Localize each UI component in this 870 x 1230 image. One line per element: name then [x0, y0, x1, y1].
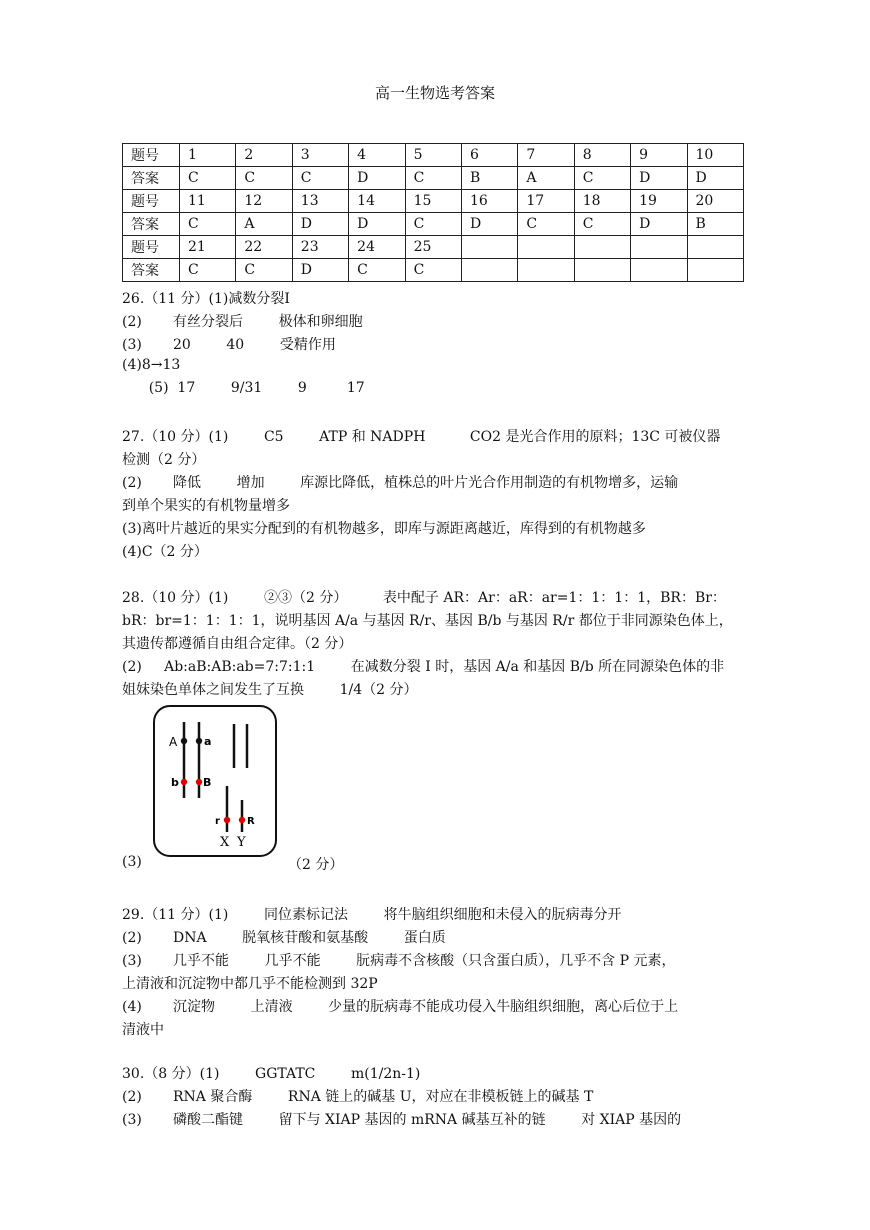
gene-R-label: R — [247, 816, 255, 827]
table-cell — [631, 236, 687, 259]
table-cell: D — [292, 259, 348, 282]
table-cell: D — [349, 167, 405, 190]
table-cell: 17 — [518, 190, 574, 213]
table-cell: 13 — [292, 190, 348, 213]
table-cell: 2 — [236, 144, 292, 167]
table-cell: A — [518, 167, 574, 190]
table-cell: 21 — [180, 236, 236, 259]
q28-line-5: 姐妹染色单体之间发生了互换 1/4（2 分） — [122, 682, 418, 698]
table-cell: 4 — [349, 144, 405, 167]
table-cell: C — [405, 213, 461, 236]
table-cell: D — [292, 213, 348, 236]
q30-line-1: 30.（8 分）(1) GGTATC m(1/2n-1) — [122, 1066, 421, 1082]
table-row — [123, 167, 744, 190]
table-cell: 15 — [405, 190, 461, 213]
table-cell: 24 — [349, 236, 405, 259]
table-cell: C — [405, 259, 461, 282]
answer-table — [122, 143, 744, 282]
gene-A-label: A — [169, 735, 178, 749]
page-title: 高一生物选考答案 — [374, 84, 495, 102]
q30-line-3: (3) 磷酸二酯键 留下与 XIAP 基因的 mRNA 碱基互补的链 对 XIAP 基因的 — [122, 1112, 682, 1128]
table-cell: C — [180, 167, 236, 190]
chrom-X-label: X — [220, 835, 230, 850]
table-cell — [687, 236, 743, 259]
q27-line-6: (4)C（2 分） — [122, 544, 208, 560]
table-row — [123, 190, 744, 213]
table-cell: 23 — [292, 236, 348, 259]
q29-line-4: 上清液和沉淀物中都几乎不能检测到 32P — [122, 976, 378, 992]
table-cell: C — [405, 167, 461, 190]
row-header-cell: 答案 — [123, 167, 180, 190]
q26-line-2: (2) 有丝分裂后 极体和卵细胞 — [122, 314, 363, 330]
table-cell: D — [461, 213, 517, 236]
chrom-Y-label: Y — [237, 835, 246, 850]
q27-line-1: 27.（10 分）(1) C5 ATP 和 NADPH CO2 是光合作用的原料；13C 可被仪器 — [122, 429, 721, 445]
q26-line-5: (5) 17 9/31 9 17 — [122, 380, 365, 396]
table-cell: 25 — [405, 236, 461, 259]
gene-r-label: r — [215, 816, 220, 827]
table-cell: 10 — [687, 144, 743, 167]
row-header-cell: 题号 — [123, 144, 180, 167]
table-cell: 3 — [292, 144, 348, 167]
row-header-cell: 答案 — [123, 213, 180, 236]
table-row — [123, 236, 744, 259]
table-cell: 9 — [631, 144, 687, 167]
table-cell: D — [687, 167, 743, 190]
q29-line-5: (4) 沉淀物 上清液 少量的朊病毒不能成功侵入牛脑组织细胞，离心后位于上 — [122, 999, 679, 1015]
table-cell — [631, 259, 687, 282]
table-cell: B — [461, 167, 517, 190]
q29-line-2: (2) DNA 脱氧核苷酸和氨基酸 蛋白质 — [122, 930, 446, 946]
q27-line-4: 到单个果实的有机物量增多 — [122, 498, 290, 514]
table-cell: B — [687, 213, 743, 236]
q27-line-2: 检测（2 分） — [122, 452, 206, 468]
q26-line-1: 26.（11 分）(1)减数分裂I — [122, 291, 290, 307]
table-row — [123, 213, 744, 236]
table-cell: 18 — [574, 190, 630, 213]
table-cell: C — [236, 259, 292, 282]
table-cell: 16 — [461, 190, 517, 213]
table-cell — [687, 259, 743, 282]
row-header-cell: 题号 — [123, 190, 180, 213]
q28-line-6-score: （2 分） — [288, 857, 344, 873]
gene-A-dot — [181, 738, 187, 744]
table-cell: C — [574, 167, 630, 190]
table-cell — [461, 236, 517, 259]
table-cell: D — [349, 213, 405, 236]
q28-line-3: 其遗传都遵循自由组合定律。（2 分） — [122, 636, 353, 652]
row-header-cell: 题号 — [123, 236, 180, 259]
table-cell: 20 — [687, 190, 743, 213]
gene-R-dot — [239, 817, 245, 823]
q26-line-4: (4)8→13 — [122, 357, 181, 373]
table-cell: C — [518, 213, 574, 236]
table-cell: 6 — [461, 144, 517, 167]
table-cell: 19 — [631, 190, 687, 213]
table-cell: C — [349, 259, 405, 282]
gene-a-dot — [196, 738, 202, 744]
table-cell — [518, 236, 574, 259]
q28-line-2: bR：br=1：1：1：1，说明基因 A/a 与基因 R/r、基因 B/b 与基因 R/r 都位于非同源染色体上， — [122, 613, 733, 629]
q28-line-6-label: (3) — [122, 854, 142, 870]
q29-line-1: 29.（11 分）(1) 同位素标记法 将牛脑组织细胞和未侵入的朊病毒分开 — [122, 907, 622, 923]
table-cell: A — [236, 213, 292, 236]
q26-line-3: (3) 20 40 受精作用 — [122, 337, 336, 353]
table-cell: C — [180, 259, 236, 282]
table-row — [123, 259, 744, 282]
gene-r-dot — [224, 817, 230, 823]
q28-line-4: (2) Ab:aB:AB:ab=7:7:1:1 在减数分裂 I 时，基因 A/a 和基因 B/b 所在同源染色体的非 — [122, 659, 725, 675]
table-cell: C — [292, 167, 348, 190]
chromosome-diagram — [152, 704, 278, 858]
table-cell: 7 — [518, 144, 574, 167]
table-cell: 14 — [349, 190, 405, 213]
q27-line-5: (3)离叶片越近的果实分配到的有机物越多，即库与源距离越近，库得到的有机物越多 — [122, 521, 646, 537]
table-cell: 11 — [180, 190, 236, 213]
table-cell: 12 — [236, 190, 292, 213]
table-cell: C — [574, 213, 630, 236]
q29-line-3: (3) 几乎不能 几乎不能 朊病毒不含核酸（只含蛋白质），几乎不含 P 元素， — [122, 953, 676, 969]
table-cell — [574, 236, 630, 259]
table-cell — [518, 259, 574, 282]
gene-b-label: b — [171, 776, 179, 789]
table-cell: D — [631, 213, 687, 236]
table-cell: 8 — [574, 144, 630, 167]
table-cell: 22 — [236, 236, 292, 259]
gene-B-label: B — [203, 776, 212, 789]
row-header-cell: 答案 — [123, 259, 180, 282]
gene-a-label: a — [204, 735, 212, 748]
table-cell: C — [236, 167, 292, 190]
table-cell — [574, 259, 630, 282]
q28-line-1: 28.（10 分）(1) ②③（2 分） 表中配子 AR：Ar：aR：ar=1：1：1：1，BR：Br： — [122, 590, 726, 606]
gene-B-dot — [196, 779, 202, 785]
q27-line-3: (2) 降低 增加 库源比降低，植株总的叶片光合作用制造的有机物增多，运输 — [122, 475, 679, 491]
q29-line-6: 清液中 — [122, 1022, 164, 1038]
q30-line-2: (2) RNA 聚合酶 RNA 链上的碱基 U，对应在非模板链上的碱基 T — [122, 1089, 594, 1105]
table-cell: C — [180, 213, 236, 236]
table-cell: 5 — [405, 144, 461, 167]
table-cell — [461, 259, 517, 282]
table-row — [123, 144, 744, 167]
table-cell: 1 — [180, 144, 236, 167]
gene-b-dot — [181, 779, 187, 785]
table-cell: D — [631, 167, 687, 190]
